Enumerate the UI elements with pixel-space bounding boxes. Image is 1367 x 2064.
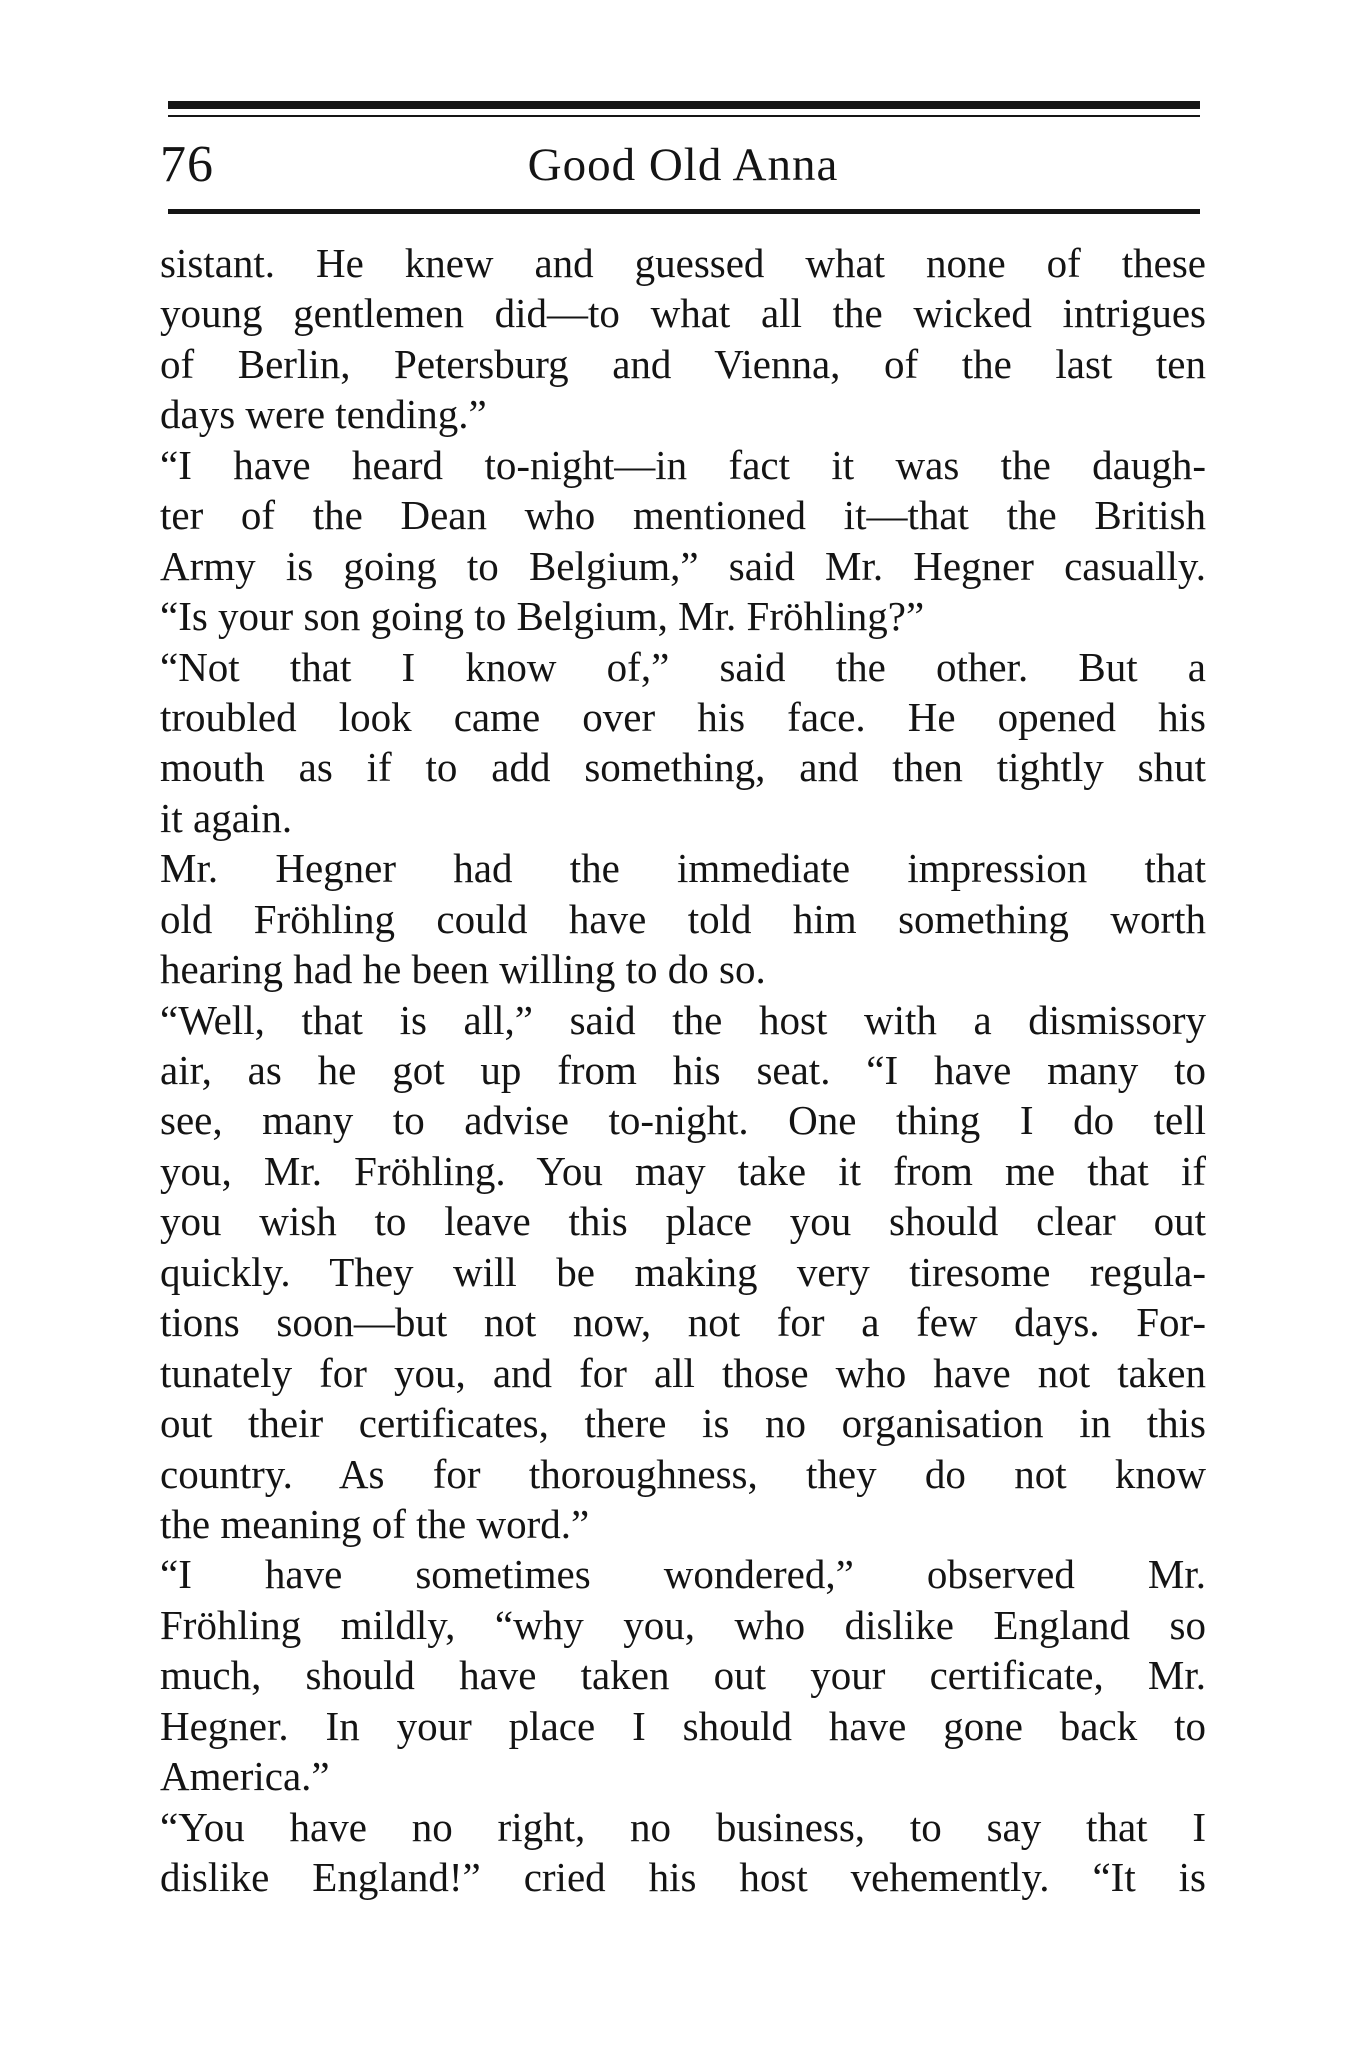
text-line: old Fröhling could have told him something worth xyxy=(160,895,1206,942)
text-line: tions soon—but not now, not for a few days. For- xyxy=(160,1299,1206,1346)
text-line: mouth as if to add something, and then tightly shut xyxy=(160,744,1206,791)
text-line: much, should have taken out your certificate, Mr. xyxy=(160,1652,1206,1699)
body-text xyxy=(160,238,1206,1902)
header-rule-bottom xyxy=(168,209,1200,214)
header-rule-top-thin xyxy=(168,115,1200,117)
text-line: see, many to advise to-night. One thing I do tell xyxy=(160,1097,1206,1144)
text-line: of Berlin, Petersburg and Vienna, of the last ten xyxy=(160,340,1206,387)
header-rule-top xyxy=(168,101,1200,109)
text-line: ter of the Dean who mentioned it—that the British xyxy=(160,492,1206,539)
text-line: days were tending.” xyxy=(160,391,487,438)
text-line: young gentlemen did—to what all the wicked intrigues xyxy=(160,290,1206,337)
text-line: “I have sometimes wondered,” observed Mr. xyxy=(160,1551,1206,1598)
page-number: 76 xyxy=(160,136,214,193)
text-line: “Is your son going to Belgium, Mr. Fröhling?” xyxy=(160,593,925,640)
text-line: it again. xyxy=(160,794,293,841)
text-line: dislike England!” cried his host vehemently. “It is xyxy=(160,1854,1206,1900)
text-line: troubled look came over his face. He opened his xyxy=(160,693,1206,740)
text-line: sistant. He knew and guessed what none of these xyxy=(160,240,1206,286)
text-line: “I have heard to-night—in fact it was the daugh- xyxy=(160,441,1206,488)
text-line: hearing had he been willing to do so. xyxy=(160,946,766,993)
text-line: quickly. They will be making very tiresome regula- xyxy=(160,1248,1206,1295)
text-line: Hegner. In your place I should have gone back to xyxy=(160,1702,1206,1749)
text-line: Army is going to Belgium,” said Mr. Hegner casually. xyxy=(160,542,1206,589)
text-line: Mr. Hegner had the immediate impression that xyxy=(160,845,1206,892)
text-line: you wish to leave this place you should clear out xyxy=(160,1198,1206,1245)
text-line: “You have no right, no business, to say that I xyxy=(160,1803,1206,1850)
text-line: country. As for thoroughness, they do not know xyxy=(160,1450,1206,1497)
text-line: tunately for you, and for all those who have not taken xyxy=(160,1349,1206,1396)
text-line: the meaning of the word.” xyxy=(160,1500,590,1547)
text-line: out their certificates, there is no organisation in this xyxy=(160,1400,1206,1447)
running-title: Good Old Anna xyxy=(527,139,839,191)
text-line: “Not that I know of,” said the other. But a xyxy=(160,643,1206,690)
text-line: Fröhling mildly, “why you, who dislike England so xyxy=(160,1601,1206,1648)
text-line: air, as he got up from his seat. “I have many to xyxy=(160,1047,1206,1093)
text-line: “Well, that is all,” said the host with a dismissory xyxy=(160,996,1206,1043)
text-line: America.” xyxy=(160,1753,330,1800)
page-header xyxy=(160,130,1206,200)
text-line: you, Mr. Fröhling. You may take it from me that if xyxy=(160,1147,1206,1194)
